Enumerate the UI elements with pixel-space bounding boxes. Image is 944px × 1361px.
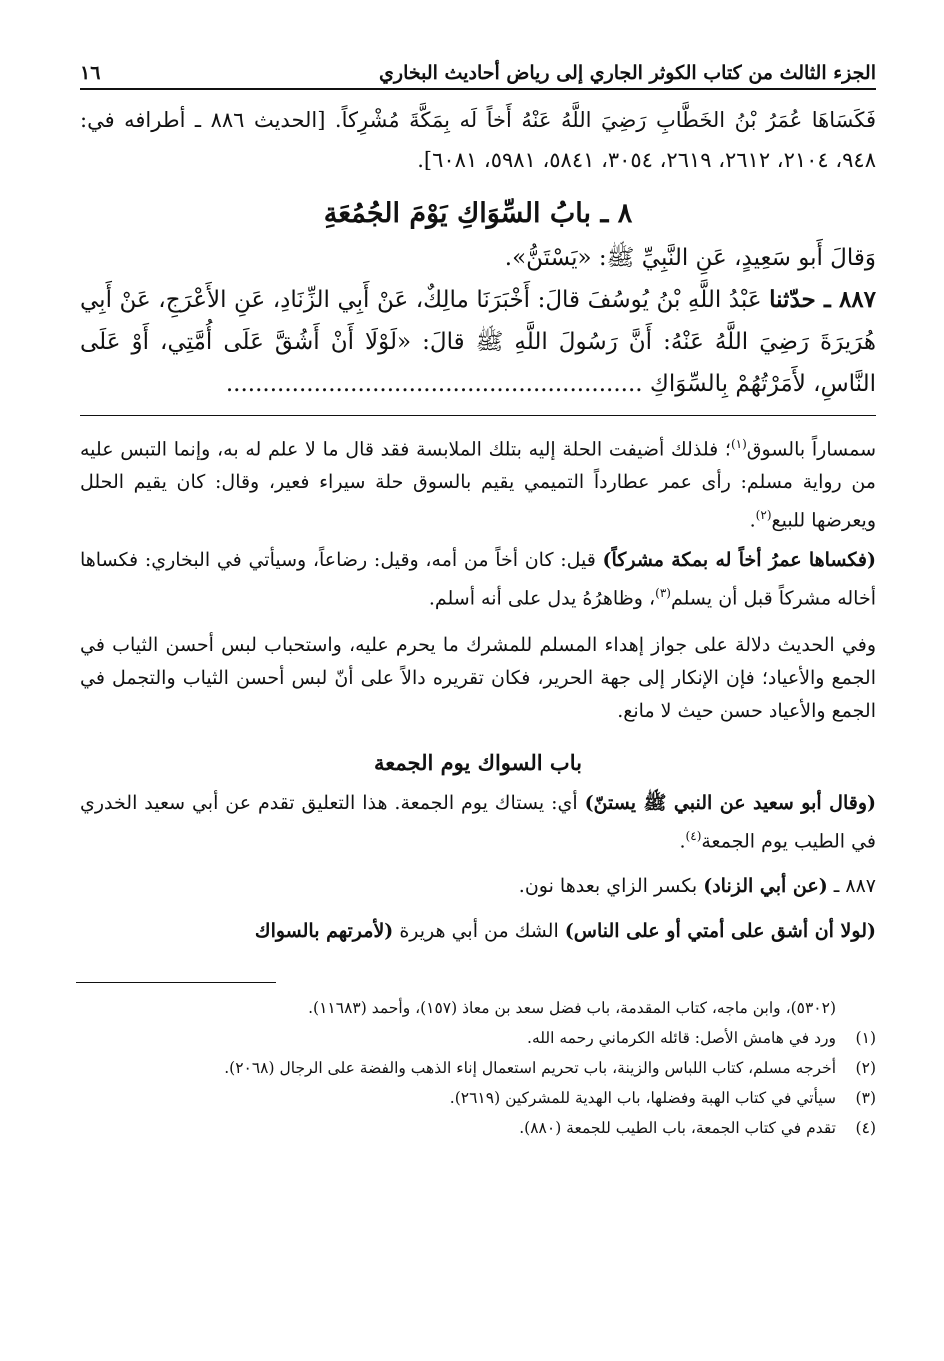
taliq-line: وَقالَ أَبو سَعِيدٍ، عَنِ النَّبِيِّ ﷺ: «يَسْتَنُّ». xyxy=(504,245,876,271)
footnote-3 xyxy=(80,1083,876,1113)
footnote-number: (٢) xyxy=(855,1059,876,1078)
hadith-section xyxy=(80,100,876,405)
footnote-4 xyxy=(80,1113,876,1143)
header-rule xyxy=(80,88,876,90)
bold-lemma: (فكساها عمرُ أخاً له بمكة مشركاً) xyxy=(602,548,876,571)
para-text: الشك من أبي هريرة xyxy=(393,920,565,943)
footnote-text: سيأتي في كتاب الهبة وفضلها، باب الهدية للمشركين (٢٦١٩). xyxy=(449,1089,836,1108)
commentary-para-3: وفي الحديث دلالة على جواز إهداء المسلم للمشرك ما يحرم عليه، واستحباب لبس أحسن الثياب في الجمع والأعياد؛ فإن الإنكار إلى جهة الحرير، فكان تقريره دالاً على أنّ لبس أحسن الثياب والتجمل في الجمع والأعياد حسن حيث لا مانع. xyxy=(80,633,876,722)
footnote-text: ورد في هامش الأصل: قائله الكرماني رحمه الله. xyxy=(527,1029,836,1048)
hadith-887 xyxy=(80,279,876,405)
footnote-ref: (٢) xyxy=(755,508,772,523)
footnote-rule xyxy=(76,982,276,983)
hadith-continuation: فَكَسَاهَا عُمَرُ بْنُ الخَطَّابِ رَضِيَ اللَّهُ عَنْهُ أَخاً لَه بِمَكَّةَ مُشْرِكاً. [الحديث ٨٨٦ ـ أطرافه في: ٩٤٨، ٢١٠٤، ٢٦١٢، ٢٦١٩، ٣٠٥٤، ٥٨٤١، ٥٩٨١، ٦٠٨١]. xyxy=(80,108,876,172)
spacer xyxy=(80,615,876,629)
footnote-2 xyxy=(80,1053,876,1083)
footnote-number: (٤) xyxy=(855,1119,876,1138)
footnote-1 xyxy=(80,1023,876,1053)
footnotes xyxy=(80,993,876,1143)
commentary-para-1 xyxy=(80,428,876,538)
footnote-continuation xyxy=(80,993,876,1023)
continuation-dots: ......................................................... xyxy=(225,371,643,397)
para-text: ، وظاهرُهُ يدل على أنه أسلم. xyxy=(428,586,656,609)
bold-lemma: (وقال أبو سعيد عن النبي ﷺ يستنّ) xyxy=(584,791,876,814)
footnote-text: تقدم في كتاب الجمعة، باب الطيب للجمعة (٨٨٠). xyxy=(519,1119,836,1138)
para-text: قيل: كان أخاً من أمه، وقيل: رضاعاً، وسيأتي في البخاري: فكساها أخاله مشركاً قبل أن يسلم xyxy=(80,548,876,609)
footnote-text: أخرجه مسلم، كتاب اللباس والزينة، باب تحريم استعمال إناء الذهب والفضة على الرجال (٢٠٦٨). xyxy=(224,1059,836,1078)
commentary-para-6 xyxy=(80,915,876,948)
footnote-ref: (٤) xyxy=(685,828,702,843)
commentary xyxy=(80,428,876,948)
bold-lemma: (عن أبي الزناد) xyxy=(703,875,828,898)
para-text: أي: يستاك يوم الجمعة. هذا التعليق تقدم عن أبي سعيد الخدري في الطيب يوم الجمعة xyxy=(80,791,876,853)
footnote-text: (٥٣٠٢)، وابن ماجه، كتاب المقدمة، باب فضل سعد بن معاذ (١٥٧)، وأحمد (١١٦٨٣). xyxy=(308,999,836,1018)
footnote-ref: (١) xyxy=(730,437,747,451)
commentary-para-5 xyxy=(80,870,876,903)
hadith-text: عَبْدُ اللَّهِ بْنُ يُوسُفَ قالَ: أَخْبَرَنَا مالِكٌ، عَنْ أَبِي الزِّنَادِ، عَنِ الأَعْرَجِ، عَنْ أَبِي هُرَيرَةَ رَضِيَ اللَّهُ عَنْهُ: أَنَّ رَسُولَ اللَّهِ ﷺ قالَ: «لَوْلَا أَنْ أَشُقَّ عَلَى أُمَّتِي، أَوْ عَلَى النَّاسِ، لأَمَرْتُهُمْ بِالسِّوَاكِ xyxy=(80,287,876,397)
bold-lemma: (لأمرتهم بالسواك xyxy=(254,920,394,943)
footnote-number: (١) xyxy=(855,1029,876,1048)
para-text: . xyxy=(679,830,686,853)
commentary-para-2 xyxy=(80,544,876,615)
hadith-number: ٨٨٧ ـ xyxy=(827,875,876,898)
footnote-number: (٣) xyxy=(855,1089,876,1108)
para-text: . xyxy=(749,509,756,532)
hadith-number: ٨٨٧ ـ حدّثنا xyxy=(769,286,876,313)
para-text: سمساراً بالسوق xyxy=(746,438,876,461)
chapter-heading: ٨ ـ بابُ السِّوَاكِ يَوْمَ الجُمُعَةِ xyxy=(323,198,633,229)
commentary-para-4 xyxy=(80,787,876,858)
book-title: الجزء الثالث من كتاب الكوثر الجاري إلى رياض أحاديث البخاري xyxy=(379,62,876,84)
bold-lemma: (لولا أن أشق على أمتي أو على الناس) xyxy=(564,920,876,943)
running-header xyxy=(80,40,876,84)
footnote-ref: (٣) xyxy=(655,585,671,600)
sub-heading: باب السواك يوم الجمعة xyxy=(374,749,582,775)
para-text: ؛ فلذلك أضيفت الحلة إليه بتلك الملابسة فقد قال ما لا علم له به، وإنما التبس عليه من رواية مسلم: رأى عمر عطارداً التميمي يقيم بالسوق حلة سيراء فعير، وقال: كان يقيم الحلل ويعرضها للبيع xyxy=(80,438,876,532)
book-page xyxy=(80,40,876,1330)
section-divider xyxy=(80,415,876,416)
para-text: بكسر الزاي بعدها نون. xyxy=(518,875,704,898)
page-number: ١٦ xyxy=(80,62,101,84)
